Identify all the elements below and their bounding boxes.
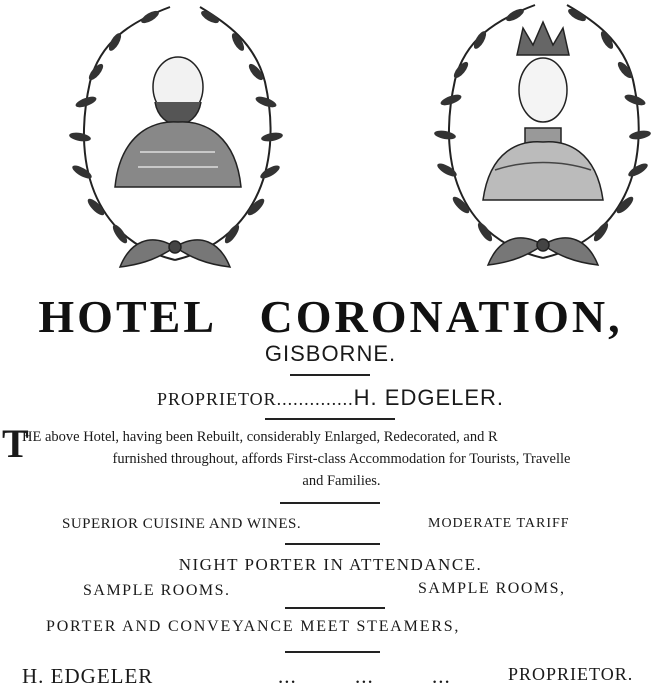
- footer-name: H. EDGELER: [22, 664, 154, 688]
- description-line-1: HE above Hotel, having been Rebuilt, considerably Enlarged, Redecorated, and R: [22, 429, 498, 445]
- divider: [280, 502, 380, 504]
- queen-portrait-illustration: [425, 0, 660, 278]
- divider: [285, 607, 385, 609]
- description-line-3: and Families.: [302, 473, 381, 489]
- sample-rooms-left: SAMPLE ROOMS.: [83, 582, 231, 599]
- divider: [265, 418, 395, 420]
- porter-text: PORTER AND CONVEYANCE MEET STEAMERS,: [46, 618, 461, 635]
- king-portrait-illustration: [60, 2, 290, 280]
- proprietor-label: PROPRIETOR: [156, 389, 277, 409]
- proprietor-dots: ..............: [276, 389, 354, 409]
- description-paragraph: [22, 426, 661, 492]
- title-word-hotel: HOTEL: [38, 291, 217, 342]
- night-porter-text: NIGHT PORTER IN ATTENDANCE.: [178, 555, 483, 574]
- proprietor-line: [0, 385, 661, 411]
- title-word-coronation: CORONATION,: [259, 291, 623, 342]
- tariff-text: MODERATE TARIFF: [428, 516, 570, 531]
- description-line-2: furnished throughout, affords First-class Accommodation for Tourists, Travelle: [112, 451, 571, 467]
- proprietor-name: H. EDGELER.: [353, 385, 505, 410]
- footer-role: PROPRIETOR.: [508, 664, 634, 684]
- location-text: GISBORNE.: [264, 341, 397, 366]
- footer-dots-3: ...: [432, 664, 451, 688]
- hotel-title: [0, 290, 661, 343]
- divider: [285, 543, 380, 545]
- divider: [290, 374, 370, 376]
- footer-dots-1: ...: [278, 664, 297, 688]
- footer-dots-2: ...: [355, 664, 374, 688]
- sample-rooms-right: SAMPLE ROOMS,: [418, 580, 566, 597]
- divider: [285, 651, 380, 653]
- drop-cap: T: [2, 421, 29, 466]
- cuisine-text: SUPERIOR CUISINE AND WINES.: [62, 516, 302, 532]
